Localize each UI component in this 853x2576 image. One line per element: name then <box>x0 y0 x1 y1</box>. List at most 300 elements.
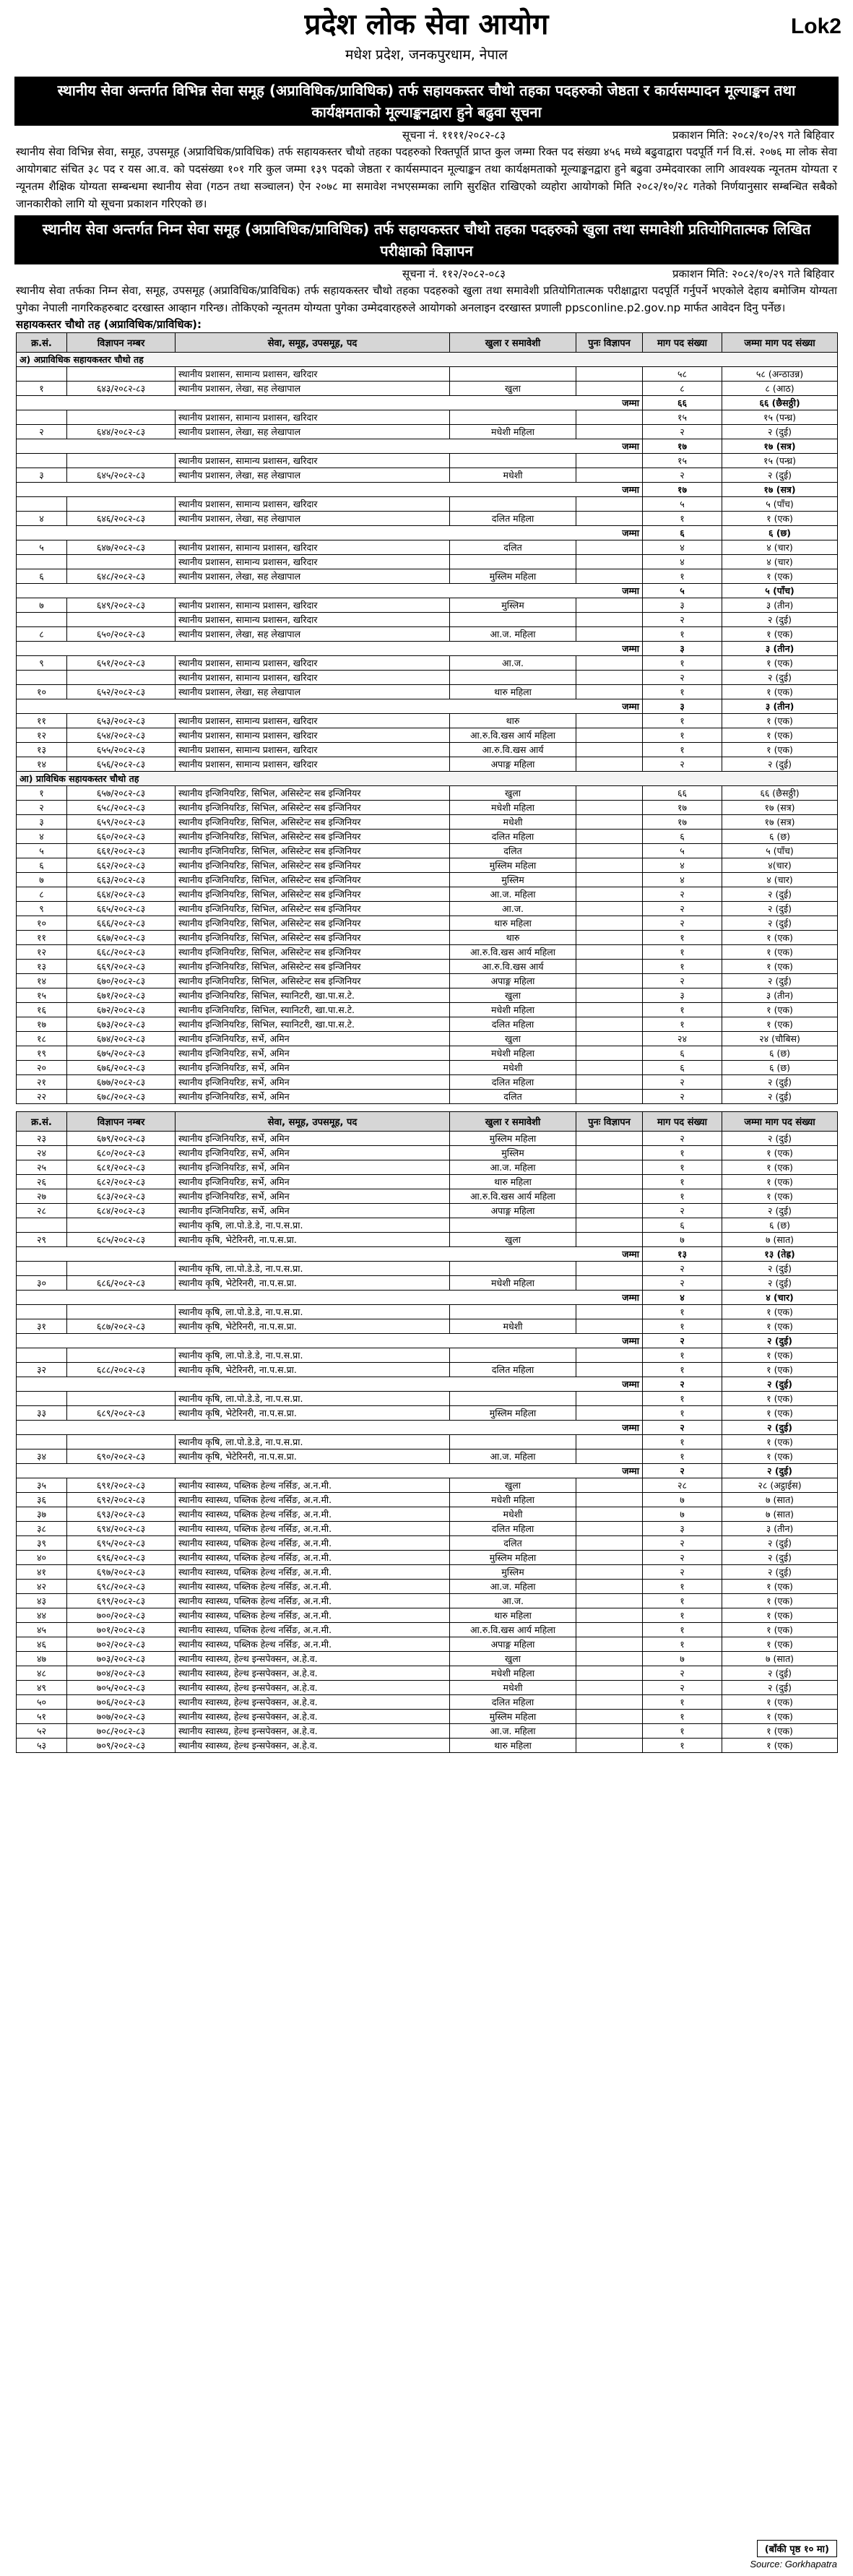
row-demand: १ <box>643 1449 722 1464</box>
row-re-ad <box>576 598 643 613</box>
row-sn: ८ <box>17 627 67 642</box>
page-title: प्रदेश लोक सेवा आयोग <box>304 8 549 41</box>
row-sn: ७ <box>17 598 67 613</box>
row-service: स्थानीय इन्जिनियरिङ, सिभिल, असिस्टेन्ट सब इन्जिनियर <box>176 830 450 844</box>
row-total: २ (दुई) <box>722 468 838 483</box>
row-sn: १४ <box>17 974 67 988</box>
row-demand: ६ <box>643 1218 722 1233</box>
row-service: स्थानीय स्वास्थ्य, हेल्थ इन्सपेक्सन, अ.हे.व. <box>176 1724 450 1739</box>
row-ad-no: ६८९/२०८२-८३ <box>67 1406 176 1421</box>
row-category: आ.ज. <box>450 656 576 671</box>
table-row <box>17 1392 838 1406</box>
row-re-ad <box>576 1305 643 1319</box>
row-service: स्थानीय कृषि, ला.पो.डे.डे, ना.प.स.प्रा. <box>176 1262 450 1276</box>
subtotal-label: जम्मा <box>17 1377 643 1392</box>
row-re-ad <box>576 844 643 858</box>
row-ad-no: ६४५/२०८२-८३ <box>67 468 176 483</box>
table-row <box>17 858 838 873</box>
row-category <box>450 1218 576 1233</box>
subtotal-row <box>17 396 838 410</box>
row-demand: १ <box>643 1146 722 1160</box>
row-total: १ (एक) <box>722 1739 838 1753</box>
row-demand: २ <box>643 1090 722 1104</box>
row-total: २ (दुई) <box>722 1204 838 1218</box>
row-category: मधेशी <box>450 1319 576 1334</box>
row-demand: १ <box>643 1594 722 1608</box>
row-re-ad <box>576 1652 643 1666</box>
row-total: ६६ (छैसठ्ठी) <box>722 786 838 801</box>
row-category: आ.ज. महिला <box>450 627 576 642</box>
row-sn: १० <box>17 916 67 931</box>
row-category: थारु <box>450 931 576 945</box>
table-row <box>17 1348 838 1363</box>
table-row <box>17 671 838 685</box>
subtotal-label: जम्मा <box>17 1334 643 1348</box>
row-sn: ११ <box>17 931 67 945</box>
row-ad-no: ६७९/२०८२-८३ <box>67 1132 176 1146</box>
row-demand: २ <box>643 1276 722 1291</box>
col-total: जम्मा माग पद संख्या <box>722 1112 838 1132</box>
row-re-ad <box>576 1204 643 1218</box>
row-category: खुला <box>450 1233 576 1247</box>
row-service: स्थानीय इन्जिनियरिङ, सर्भे, अमिन <box>176 1046 450 1061</box>
subtotal-total: ६ (छ) <box>722 526 838 540</box>
table-row <box>17 1032 838 1046</box>
row-category: मुस्लिम <box>450 873 576 887</box>
row-sn <box>17 410 67 425</box>
row-sn: ४४ <box>17 1608 67 1623</box>
row-ad-no <box>67 1218 176 1233</box>
table-row <box>17 1608 838 1623</box>
row-total: १ (एक) <box>722 1724 838 1739</box>
table-row <box>17 844 838 858</box>
row-re-ad <box>576 1435 643 1449</box>
row-service: स्थानीय इन्जिनियरिङ, सिभिल, असिस्टेन्ट सब इन्जिनियर <box>176 801 450 815</box>
row-ad-no <box>67 555 176 569</box>
row-service: स्थानीय कृषि, ला.पो.डे.डे, ना.प.स.प्रा. <box>176 1348 450 1363</box>
row-category <box>450 1348 576 1363</box>
notice1-date: प्रकाशन मिति: २०८२/१०/२९ गते बिहिवार <box>672 129 834 142</box>
row-re-ad <box>576 887 643 902</box>
row-ad-no: ६५३/२०८२-८३ <box>67 714 176 728</box>
row-sn: ११ <box>17 714 67 728</box>
row-category: थारु महिला <box>450 1608 576 1623</box>
table-row <box>17 656 838 671</box>
row-ad-no: ६६१/२०८२-८३ <box>67 844 176 858</box>
row-category: अपाङ्ग महिला <box>450 1637 576 1652</box>
row-demand: २ <box>643 468 722 483</box>
table-row <box>17 1637 838 1652</box>
row-category: मुस्लिम महिला <box>450 569 576 584</box>
row-demand: २ <box>643 1132 722 1146</box>
table-row <box>17 1204 838 1218</box>
subtotal-demand: १७ <box>643 439 722 454</box>
table-row <box>17 1061 838 1075</box>
row-category: खुला <box>450 1032 576 1046</box>
row-demand: ६ <box>643 1061 722 1075</box>
row-total: २ (दुई) <box>722 1276 838 1291</box>
row-ad-no <box>67 1392 176 1406</box>
row-total: ८ (आठ) <box>722 382 838 396</box>
subtotal-total: २ (दुई) <box>722 1334 838 1348</box>
row-re-ad <box>576 613 643 627</box>
row-ad-no: ६७३/२०८२-८३ <box>67 1017 176 1032</box>
row-re-ad <box>576 743 643 757</box>
section-title: सहायकस्तर चौथो तह (अप्राविधिक/प्राविधिक): <box>16 318 202 331</box>
table-row <box>17 367 838 382</box>
row-category: खुला <box>450 988 576 1003</box>
row-sn: ८ <box>17 887 67 902</box>
row-total: ४ (चार) <box>722 540 838 555</box>
row-total: १ (एक) <box>722 743 838 757</box>
row-re-ad <box>576 815 643 830</box>
row-ad-no: ६९३/२०८२-८३ <box>67 1507 176 1522</box>
row-total: १ (एक) <box>722 1695 838 1710</box>
table-row <box>17 627 838 642</box>
table-row <box>17 425 838 439</box>
row-demand: १ <box>643 685 722 699</box>
row-sn: २० <box>17 1061 67 1075</box>
row-category: मुस्लिम महिला <box>450 858 576 873</box>
row-demand: ५८ <box>643 367 722 382</box>
row-sn <box>17 613 67 627</box>
row-ad-no: ६४७/२०८२-८३ <box>67 540 176 555</box>
row-sn: १६ <box>17 1003 67 1017</box>
row-sn <box>17 1435 67 1449</box>
row-sn: १३ <box>17 960 67 974</box>
row-re-ad <box>576 1536 643 1551</box>
notice1-number: सूचना नं. ११११/२०८२-८३ <box>402 129 506 142</box>
subtotal-row <box>17 483 838 497</box>
row-ad-no: ६९५/२०८२-८३ <box>67 1536 176 1551</box>
row-sn: ९ <box>17 656 67 671</box>
row-ad-no: ६६६/२०८२-८३ <box>67 916 176 931</box>
row-sn: ५ <box>17 844 67 858</box>
row-demand: १ <box>643 1392 722 1406</box>
row-service: स्थानीय इन्जिनियरिङ, सर्भे, अमिन <box>176 1032 450 1046</box>
subtotal-demand: ३ <box>643 699 722 714</box>
row-demand: १ <box>643 1363 722 1377</box>
row-category: मुस्लिम <box>450 1565 576 1580</box>
subtotal-label: जम्मा <box>17 642 643 656</box>
row-sn: १ <box>17 382 67 396</box>
row-service: स्थानीय प्रशासन, लेखा, सह लेखापाल <box>176 569 450 584</box>
subtotal-demand: १७ <box>643 483 722 497</box>
row-demand: ६६ <box>643 786 722 801</box>
row-re-ad <box>576 960 643 974</box>
row-demand: १ <box>643 1160 722 1175</box>
row-sn: ३ <box>17 468 67 483</box>
row-total: ३ (तीन) <box>722 598 838 613</box>
table-row <box>17 1305 838 1319</box>
row-ad-no: ६८०/२०८२-८३ <box>67 1146 176 1160</box>
row-category <box>450 555 576 569</box>
row-category <box>450 1262 576 1276</box>
row-total: ७ (सात) <box>722 1493 838 1507</box>
row-re-ad <box>576 988 643 1003</box>
subtotal-row <box>17 1291 838 1305</box>
row-total: ७ (सात) <box>722 1507 838 1522</box>
row-sn: ३१ <box>17 1319 67 1334</box>
row-re-ad <box>576 1522 643 1536</box>
row-service: स्थानीय इन्जिनियरिङ, सिभिल, असिस्टेन्ट सब इन्जिनियर <box>176 902 450 916</box>
table-row <box>17 382 838 396</box>
row-ad-no: ६४६/२०८२-८३ <box>67 512 176 526</box>
row-demand: १ <box>643 1017 722 1032</box>
table-row <box>17 1132 838 1146</box>
row-total: २ (दुई) <box>722 916 838 931</box>
row-demand: १ <box>643 656 722 671</box>
row-total: ६ (छ) <box>722 1061 838 1075</box>
table-row <box>17 1075 838 1090</box>
row-category: आ.ज. <box>450 902 576 916</box>
row-sn: ३२ <box>17 1363 67 1377</box>
row-sn: ४३ <box>17 1594 67 1608</box>
table-row <box>17 1695 838 1710</box>
row-total: २ (दुई) <box>722 1075 838 1090</box>
row-total: १ (एक) <box>722 1637 838 1652</box>
row-ad-no: ६४९/२०८२-८३ <box>67 598 176 613</box>
table-row <box>17 1666 838 1681</box>
row-sn: ४९ <box>17 1681 67 1695</box>
table-row <box>17 743 838 757</box>
row-re-ad <box>576 468 643 483</box>
row-service: स्थानीय प्रशासन, सामान्य प्रशासन, खरिदार <box>176 671 450 685</box>
table-row <box>17 1507 838 1522</box>
row-total: २ (दुई) <box>722 1681 838 1695</box>
row-ad-no <box>67 613 176 627</box>
row-ad-no: ६९१/२०८२-८३ <box>67 1478 176 1493</box>
table-row <box>17 786 838 801</box>
row-sn: २४ <box>17 1146 67 1160</box>
row-re-ad <box>576 1160 643 1175</box>
row-total: २ (दुई) <box>722 974 838 988</box>
row-service: स्थानीय प्रशासन, लेखा, सह लेखापाल <box>176 627 450 642</box>
row-demand: ७ <box>643 1652 722 1666</box>
row-ad-no: ६८३/२०८२-८३ <box>67 1189 176 1204</box>
row-re-ad <box>576 1276 643 1291</box>
row-ad-no: ६६४/२०८२-८३ <box>67 887 176 902</box>
row-sn: २५ <box>17 1160 67 1175</box>
table-row <box>17 974 838 988</box>
table-row <box>17 1681 838 1695</box>
row-sn: २३ <box>17 1132 67 1146</box>
row-demand: १७ <box>643 815 722 830</box>
table-row <box>17 1218 838 1233</box>
row-re-ad <box>576 1739 643 1753</box>
row-total: १ (एक) <box>722 1175 838 1189</box>
col-demand: माग पद संख्या <box>643 1112 722 1132</box>
row-ad-no: ६६८/२०८२-८३ <box>67 945 176 960</box>
row-sn: १९ <box>17 1046 67 1061</box>
table-row <box>17 1363 838 1377</box>
row-ad-no: ६५७/२०८२-८३ <box>67 786 176 801</box>
row-ad-no: ७०५/२०८२-८३ <box>67 1681 176 1695</box>
row-sn: २७ <box>17 1189 67 1204</box>
row-re-ad <box>576 1594 643 1608</box>
table-row <box>17 1449 838 1464</box>
subtotal-demand: २ <box>643 1421 722 1435</box>
table-row <box>17 1146 838 1160</box>
row-re-ad <box>576 569 643 584</box>
row-ad-no: ६६५/२०८२-८३ <box>67 902 176 916</box>
group-label: आ) प्राविधिक सहायकस्तर चौथो तह <box>17 772 838 786</box>
row-demand: २ <box>643 1551 722 1565</box>
row-total: १ (एक) <box>722 1146 838 1160</box>
table-row <box>17 1594 838 1608</box>
row-demand: ८ <box>643 382 722 396</box>
table-row <box>17 410 838 425</box>
table-row <box>17 1478 838 1493</box>
row-service: स्थानीय स्वास्थ्य, हेल्थ इन्सपेक्सन, अ.हे.व. <box>176 1695 450 1710</box>
subtotal-demand: २ <box>643 1464 722 1478</box>
row-category: मधेशी <box>450 1061 576 1075</box>
row-category: आ.रु.वि.खस आर्य महिला <box>450 1623 576 1637</box>
table-row <box>17 1003 838 1017</box>
row-total: २ (दुई) <box>722 425 838 439</box>
row-re-ad <box>576 555 643 569</box>
row-service: स्थानीय स्वास्थ्य, पब्लिक हेल्थ नर्सिङ, अ.न.मी. <box>176 1507 450 1522</box>
row-service: स्थानीय कृषि, भेटेरिनरी, ना.प.स.प्रा. <box>176 1276 450 1291</box>
row-sn: ४ <box>17 512 67 526</box>
col-category: खुला र समावेशी <box>450 1112 576 1132</box>
row-re-ad <box>576 916 643 931</box>
row-demand: १ <box>643 1406 722 1421</box>
row-ad-no: ७०३/२०८२-८३ <box>67 1652 176 1666</box>
row-demand: १ <box>643 1348 722 1363</box>
row-ad-no: ७०१/२०८२-८३ <box>67 1623 176 1637</box>
table-row <box>17 1623 838 1637</box>
table-row <box>17 1435 838 1449</box>
row-sn <box>17 1348 67 1363</box>
row-ad-no: ७०२/२०८२-८३ <box>67 1637 176 1652</box>
row-ad-no: ६५१/२०८२-८३ <box>67 656 176 671</box>
row-sn: ५० <box>17 1695 67 1710</box>
row-category: मधेशी <box>450 1507 576 1522</box>
table-row <box>17 1090 838 1104</box>
row-category: दलित महिला <box>450 1695 576 1710</box>
row-demand: ४ <box>643 873 722 887</box>
row-category: मधेशी महिला <box>450 1666 576 1681</box>
row-sn: ४८ <box>17 1666 67 1681</box>
row-total: १ (एक) <box>722 728 838 743</box>
table-row <box>17 1724 838 1739</box>
row-sn: १५ <box>17 988 67 1003</box>
table-row <box>17 902 838 916</box>
row-category: दलित महिला <box>450 830 576 844</box>
row-total: १५ (पन्ध्र) <box>722 454 838 468</box>
row-total: १ (एक) <box>722 1406 838 1421</box>
row-demand: २ <box>643 1262 722 1276</box>
row-re-ad <box>576 873 643 887</box>
row-category: मधेशी महिला <box>450 425 576 439</box>
table-row <box>17 714 838 728</box>
subtotal-row <box>17 1421 838 1435</box>
row-service: स्थानीय स्वास्थ्य, हेल्थ इन्सपेक्सन, अ.हे.व. <box>176 1681 450 1695</box>
row-ad-no: ६४८/२०८२-८३ <box>67 569 176 584</box>
row-re-ad <box>576 728 643 743</box>
subtotal-demand: ५ <box>643 584 722 598</box>
row-service: स्थानीय स्वास्थ्य, पब्लिक हेल्थ नर्सिङ, अ.न.मी. <box>176 1536 450 1551</box>
row-sn: २१ <box>17 1075 67 1090</box>
row-total: २ (दुई) <box>722 757 838 772</box>
row-ad-no: ६८१/२०८२-८३ <box>67 1160 176 1175</box>
row-ad-no: ६८८/२०८२-८३ <box>67 1363 176 1377</box>
page-footer <box>16 2540 837 2572</box>
row-category <box>450 410 576 425</box>
row-total: १ (एक) <box>722 1017 838 1032</box>
row-demand: २ <box>643 1536 722 1551</box>
row-ad-no: ६९८/२०८२-८३ <box>67 1580 176 1594</box>
row-ad-no <box>67 454 176 468</box>
row-category: आ.ज. महिला <box>450 1449 576 1464</box>
row-ad-no: ७०४/२०८२-८३ <box>67 1666 176 1681</box>
row-sn: १० <box>17 685 67 699</box>
row-total: १ (एक) <box>722 1580 838 1594</box>
table-row <box>17 540 838 555</box>
row-ad-no: ७०९/२०८२-८३ <box>67 1739 176 1753</box>
table-row <box>17 598 838 613</box>
row-re-ad <box>576 1075 643 1090</box>
row-re-ad <box>576 512 643 526</box>
row-total: १ (एक) <box>722 1710 838 1724</box>
row-service: स्थानीय इन्जिनियरिङ, सिभिल, असिस्टेन्ट सब इन्जिनियर <box>176 815 450 830</box>
subtotal-row <box>17 642 838 656</box>
subtotal-demand: १३ <box>643 1247 722 1262</box>
row-demand: १ <box>643 714 722 728</box>
row-service: स्थानीय इन्जिनियरिङ, सिभिल, असिस्टेन्ट सब इन्जिनियर <box>176 887 450 902</box>
row-total: ४ (चार) <box>722 873 838 887</box>
row-demand: १ <box>643 1724 722 1739</box>
subtotal-total: ६६ (छैसठ्ठी) <box>722 396 838 410</box>
row-sn: ५२ <box>17 1724 67 1739</box>
subtotal-label: जम्मा <box>17 584 643 598</box>
subtotal-demand: २ <box>643 1334 722 1348</box>
row-service: स्थानीय स्वास्थ्य, हेल्थ इन्सपेक्सन, अ.हे.व. <box>176 1666 450 1681</box>
row-total: १ (एक) <box>722 1594 838 1608</box>
row-re-ad <box>576 1478 643 1493</box>
row-total: १ (एक) <box>722 1160 838 1175</box>
row-category: दलित <box>450 1536 576 1551</box>
table-row <box>17 988 838 1003</box>
row-ad-no: ६५६/२०८२-८३ <box>67 757 176 772</box>
subtotal-total: १७ (सत्र) <box>722 439 838 454</box>
table-row <box>17 1017 838 1032</box>
table-row <box>17 1652 838 1666</box>
row-service: स्थानीय स्वास्थ्य, पब्लिक हेल्थ नर्सिङ, अ.न.मी. <box>176 1594 450 1608</box>
row-category: मुस्लिम महिला <box>450 1406 576 1421</box>
col-service: सेवा, समूह, उपसमूह, पद <box>176 1112 450 1132</box>
table-row <box>17 1276 838 1291</box>
table-row <box>17 1160 838 1175</box>
row-ad-no: ६८५/२०८२-८३ <box>67 1233 176 1247</box>
row-service: स्थानीय प्रशासन, लेखा, सह लेखापाल <box>176 468 450 483</box>
row-ad-no: ६५५/२०८२-८३ <box>67 743 176 757</box>
notice2-date: प्रकाशन मिति: २०८२/१०/२९ गते बिहिवार <box>672 267 834 280</box>
row-total: २ (दुई) <box>722 1551 838 1565</box>
row-demand: ६ <box>643 1046 722 1061</box>
row-category: खुला <box>450 382 576 396</box>
row-ad-no <box>67 497 176 512</box>
row-demand: ३ <box>643 988 722 1003</box>
row-re-ad <box>576 1695 643 1710</box>
row-sn: ३३ <box>17 1406 67 1421</box>
row-category: खुला <box>450 1652 576 1666</box>
row-re-ad <box>576 410 643 425</box>
row-category <box>450 1305 576 1319</box>
row-sn: ५३ <box>17 1739 67 1753</box>
row-re-ad <box>576 1637 643 1652</box>
